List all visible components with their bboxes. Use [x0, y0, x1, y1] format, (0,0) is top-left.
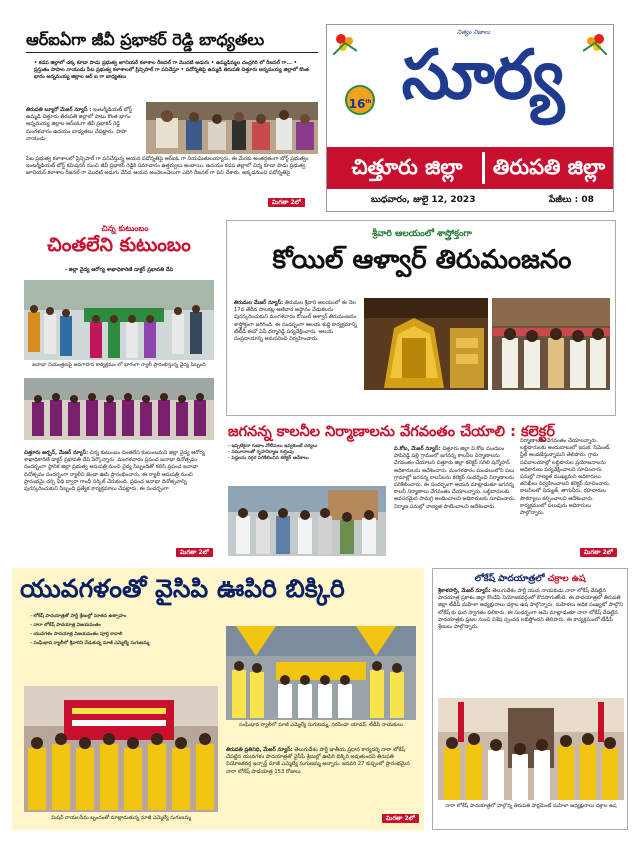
story3-body-text: తిరుమల శ్రీవారి ఆలయంలో ఈ నెల 17వ తేదీన సాలకట్ల ఆణివార ఆస్థానం వేడుకలను పురస్కరించుకుని మంగళవారం కోయిల్ ఆళ్వార్ తిరుమంజనం శాస్త్రోక్తంగా జరిగింది. ఈ సందర్భంగా ఆలయ శుద్ధి కార్యక్రమాన్ని టీటీడీ ఈవో ఏవీ ధర్మారెడ్డి పర్యవేక్షించారు. ఆలయ సంప్రదాయాన్ని అనుసరించి నిర్వహించారు.: [234, 300, 358, 343]
story5-photo-rally-image: [226, 626, 416, 720]
story5-byline: తిరుపతి ప్రతినిధి, మేజర్ న్యూస్:: [226, 747, 293, 753]
story2-subhead: - జిల్లా వైద్య ఆరోగ్య శాఖాధికారిణి డాక్టర్ ప్రభావతి దేవి: [64, 267, 174, 273]
story3-headline: కోయిల్ ఆళ్వార్ తిరుమంజనం: [272, 245, 572, 275]
district-chittoor: చిత్తూరు జిల్లా: [351, 155, 463, 179]
story3-photo-priests-image: [492, 298, 610, 390]
district-band: [327, 147, 613, 189]
story2-continued-link[interactable]: మిగతా 2లో: [176, 548, 213, 557]
story4-bullet: - నమూనాలతో గృహనిర్మాణ గుర్తింపు: [228, 450, 294, 455]
story3-kicker: శ్రీవారి ఆలయంలో శాస్త్రోక్తంగా: [372, 229, 472, 239]
anniversary-number: 16: [348, 97, 366, 111]
story6-headline-red: చక్రాల ఉష: [547, 574, 586, 584]
story4-continued-link[interactable]: మిగతా 2లో: [580, 548, 617, 557]
story5-continued-link[interactable]: మిగతా 2లో: [382, 814, 419, 823]
story4-bullet: - ఇప్పటికైనా గుణాం నోటీసులు ఇవ్వకుంటే చర్యలు: [228, 444, 318, 449]
story6-caption: నారా లోకేష్ పాదయాత్రలో పాల్గొన్న తిరుపతి పార్లమెంట్ మహిళా అధ్యక్షురాలు చక్రాల ఉష: [445, 803, 617, 809]
page-count: పేజీలు : 08: [549, 195, 594, 205]
masthead-tagline: నిత్యం నిజాలు: [457, 29, 491, 36]
masthead: [326, 24, 614, 212]
story4-body-right: నిర్మాణాలను వేగవంతం చేయాలన్నారు. లబ్ధిదారులకు అందుబాటులో ఇసుక, సిమెంట్, స్టీల్ అందజేస్తున్నామని తెలిపారు. గ్రామ సచివాలయాల్లో లబ్ధిదారుల ప్రయోజనాలను అధికారులు పర్యవేక్షించాలని సూచించారు. పనుల్లో నాణ్యత ముఖ్యమని అధికారులు తనిఖీలు నిర్వహించాలని కలెక్టర్ సూచించారు. కాలనీలలో విద్యుత్, తాగునీరు, రహదారుల సౌకర్యాలు కల్పించాలని ఆదేశించారు. కార్యక్రమంలో పలువురు అధికారులు పాల్గొన్నారు.: [520, 438, 611, 517]
story3-body: [234, 300, 360, 343]
story3-byline: తిరుమల మేజర్ న్యూస్:: [234, 300, 284, 306]
story1-byline: తిరుపతి బ్యూరో మేజర్ న్యూస్ :: [26, 107, 92, 113]
story1-headline: ఆర్ఐఏగా జీవీ ప్రభాకర్ రెడ్డి బాధ్యతలు: [26, 30, 265, 49]
district-tirupati: తిరుపతి జిల్లా: [492, 155, 606, 179]
story5-body-text: తెలుగుదేశం పార్టీ జాతీయ ప్రధాన కార్యదర్శి నారా లోకేష్ చేపట్టిన యువగళం పాదయాత్రతో వైసీపీ శ్రేణుల్లో ఊపిరి బిక్కిరి అవుతుందని తిరుపతి నియోజకవర్గ ఇన్చార్జ్ మాజీ ఎమ్మెల్యే సుగుణమ్మ అన్నారు. జనవరి 27 కుప్పంలో ప్రారంభమైన నారా లోకేష్ పాదయాత్ర 153 రోజులు: [226, 747, 410, 775]
story6-body-text: తెలుగుదేశం పార్టీ యువ నాయకుడు నారా లోకేష్ చేపట్టిన పాదయాత్ర ప్రకాశం జిల్లా కొండేపి నియోజకవర్గంలో కొనసాగుతోంది. ఈ పాదయాత్రలో తిరుపతి జిల్లా టీడీపీ మహిళా అధ్యక్షురాలు చక్రాల ఉష పాల్గొన్నారు. మహిళలు అధిక సంఖ్యలో పాల్గొని లోకేష్ కు ఘన స్వాగతం పలికారు. ఈ సందర్భంగా ఆమె మాట్లాడుతూ నారా లోకేష్ చేపట్టిన పాదయాత్రకు ప్రజల నుంచి విశేష స్పందన లభిస్తోందని తెలిపారు. ఈ కార్యక్రమంలో టీడీపీ శ్రేణులు పాల్గొన్నారు.: [438, 588, 623, 631]
story5-bullet: - లోకేష్ పాదయాత్రతో పార్టీ శ్రేణుల్లో నూతన ఉత్సాహం: [30, 614, 127, 619]
story2-caption: జనాభా నియంత్రణపై అవగాహన కార్యక్రమం లో భాగంగా ర్యాలీ ప్రారంభిస్తున్న వైద్య సిబ్బంది: [32, 362, 206, 368]
story2-headline: చింతలేని కుటుంబం: [47, 234, 191, 256]
flower-left-icon: [333, 31, 357, 55]
story2-photo-nurses: [24, 378, 214, 440]
story2-photo-rally: [24, 280, 214, 360]
story1-subhead: • కడప జిల్లాలో చక్క కూడా పాడు ప్రభుత్వ జూనియర్ కళాశాల రీజనల్ గా మొదటి అడుగు • ఉమ్మడిమ్మల చంద్రగిరి లో రీజనల్ గా... • ప్రస్తుతం పాపాల నాయుడు పేట ప్రభుత్వ కళాశాలలో ప్రిన్సిపాల్ గా పనిచేస్తూ • పదోన్నతిపై ఉమ్మడి తిరుపతి చిత్తూరు అన్నమయ్య జిల్లాలో కొంత భాగం అన్నమయ్య జిల్లాల ఆర్ ఐ గా బాధ్యతలు: [34, 60, 309, 80]
story1-divider: [26, 52, 318, 53]
story5-body: [226, 747, 416, 776]
story2-photo-rally-image: [24, 280, 214, 360]
masthead-logo: సూర్య: [401, 35, 563, 115]
story5-bullet: - యువగళం పాదయాత్ర విజయవంతం పూర్తి కావాలి: [30, 632, 123, 637]
story4-body-text: చిత్తూరు జిల్లా వి.కోట మండలం పాపిరెడ్డి పల్లి గ్రామంలో జగనన్న కాలనీల నిర్మాణాలను వేగవంతం చేయాలని చిత్తూరు జిల్లా కలెక్టర్ సగిలి షన్మోహన్ అధికారులను ఆదేశించారు. మంగళవారం మండలంలోని పలు గ్రామాల్లో జగనన్న కాలనీలను కలెక్టర్ సందర్శించి నిర్మాణాలను పరిశీలించారు. ఈ సందర్భంగా ఆయన మాట్లాడుతూ జగనన్న కాలనీ నిర్మాణాలు వేగవంతం చేయాలన్నారు. లబ్ధిదారులకు అవసరమైన సామగ్రి అందించాలని అధికారులకు సూచించారు. నిర్మాణ పనుల్లో నాణ్యత పాటించాలని ఆదేశించారు.: [394, 446, 516, 510]
story6-byline: శ్రీకాళహస్తి, మేజర్ న్యూస్:: [438, 588, 491, 594]
story2-byline: చిత్తూరు అర్బన్, మేజర్ న్యూస్:: [24, 450, 89, 456]
story5-bullet: - సంఘీభావ ర్యాలీలో శ్రీవారిని వేడుకున్న మాజీ ఎమ్మెల్యే సుగుణమ్మ: [30, 641, 150, 646]
story6-headline: [432, 574, 628, 586]
story4-headline: జగనన్న కాలనీల నిర్మాణాలను వేగవంతం చేయాలి : కలెక్టర్: [228, 424, 555, 440]
story4-body-middle: [394, 446, 516, 511]
story4-byline: వి.కోట, మేజర్ న్యూస్:: [394, 446, 441, 452]
story2-body-text: చిన్న కుటుంబం చింతలేని కుటుంబమని జిల్లా వైద్య ఆరోగ్య శాఖాధికారిణి డాక్టర్ ప్రభావతి దేవి పేర్కొన్నారు. మంగళవారం ప్రపంచ జనాభా దినోత్సవం సందర్భంగా స్థానిక జిల్లా ప్రభుత్వ ఆసుపత్రి నుంచి వైద్య సిబ్బందితో కలిసి ప్రపంచ జనాభా దినోత్సవం సందర్భంగా ర్యాలీని జెండా ఊపి ప్రారంభించారు. ఈ ర్యాలీ ఆసుపత్రి నుంచి ప్రారంభమై చర్చి వీధి ద్వారా గాంధీ సర్కిల్ చేరుకుంది. ప్రపంచ జనాభా దినోత్సవాన్ని పురస్కరించుకుని సిబ్బంది ప్రత్యేక కార్యక్రమాలు చేపట్టారు. ఈ సందర్భంగా: [24, 450, 205, 493]
story6-photo-image: [438, 698, 624, 800]
story4-photo: [228, 486, 386, 556]
story5-bullet: - నారా లోకేష్ పాదయాత్ర విజయవంతం: [30, 623, 101, 628]
story1-photo: [146, 102, 318, 154]
story2-photo-nurses-image: [24, 378, 214, 440]
district-divider: [482, 152, 485, 184]
story5-headline: యువగళంతో వైసిపి ఊపిరి బిక్కిరి: [20, 574, 345, 603]
story3-photo-priests: [492, 298, 610, 390]
story5-bullets: [30, 612, 220, 648]
story1-body1: ఇంటర్మీడియట్ బోర్డ్ ఉమ్మడి చిత్తూరు తిరుపతి జిల్లాలో పాటు కొంత భాగం అన్నమయ్య జిల్లాల ఆర్ఐఓగా జీవీ ప్రభాకర్ రెడ్డి మంగళవారం ఉదయం బాధ్యతలు చేపట్టారు. పాపా నాయుడు: [26, 107, 132, 142]
edition-date: బుధవారం, జులై 12, 2023: [371, 195, 476, 205]
story1-body-intro: [26, 107, 136, 143]
story1-photo-image: [146, 102, 318, 154]
story5-caption-mission: మిషన్ రాయలసీమ బృందంతో మాట్లాడుతున్న మాజీ ఎమ్మెల్యే సుగుణమ్మ: [51, 815, 191, 821]
story6-headline-black: లోకేష్ పాదయాత్రలో: [474, 574, 545, 584]
story2-body: [24, 450, 214, 493]
anniversary-badge: [345, 85, 375, 115]
story5-photo-mission: [24, 686, 218, 812]
story4-bullets: [228, 444, 390, 462]
story2-kicker: చిన్న కుటుంబం: [101, 224, 149, 233]
story4-bullet: - పెద్దలను దగ్గర పరిశీలించిన కలెక్టర్ ఆదేశాలు: [228, 456, 309, 461]
story1-continued-link[interactable]: మిగతా 2లో: [268, 198, 305, 207]
story3-photo-gopuram: [364, 298, 488, 390]
story5-photo-rally: [226, 626, 416, 720]
story3-photo-gopuram-image: [364, 298, 488, 390]
story4-photo-image: [228, 486, 386, 556]
story6-photo: [438, 698, 624, 800]
story1-body-continued: పేట ప్రభుత్వ కళాశాలలో ప్రిన్సిపాల్ గా పనిచేస్తున్న ఆయన పదోన్నతిపై ఆర్ఐఓ గా నియమితులయ్యారు. ఈ మేరకు అంతర్గతంగా బోర్డ్ ప్రభుత్వం ఇంటర్మీడియట్ బోర్డ్ కమిషనర్ నుంచి జీవీ ప్రభాకర్ రెడ్డికి సమాచారం ఉత్తర్వులు అందాయి. ఉదయం కడప జిల్లాలో చిన్న కూడా పాడు ప్రభుత్వ జూనియర్ కళాశాల రీజనల్ గా మొదటి అడుగు వేసిన ఆయన అంచెలంచెలుగా ఎదిగి రీజనల్ గా పని చేశారు. అక్కడనుంచి పదోన్నతిపై: [26, 156, 309, 177]
story5-photo-mission-image: [24, 686, 218, 812]
story5-caption-rally: సంఘీభావ ర్యాలీలో మాజీ ఎమ్మెల్యే సుగుణమ్మ, నరసింహ యాదవ్, టీడీపీ నాయకులు: [239, 722, 403, 728]
story6-body: [438, 588, 624, 631]
anniversary-suffix: th: [365, 99, 372, 105]
